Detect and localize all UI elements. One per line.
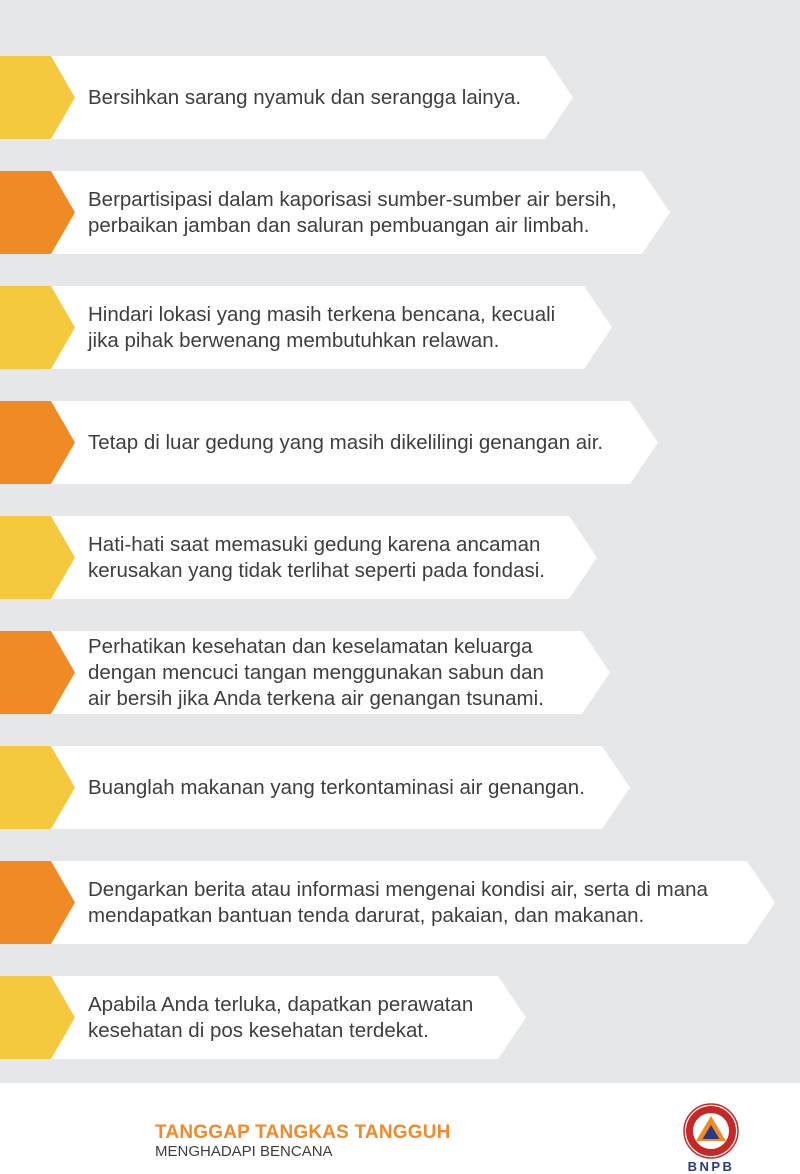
slogan-sub: MENGHADAPI BENCANA [155, 1143, 333, 1160]
step-4 [0, 401, 660, 484]
step-text: Apabila Anda terluka, dapatkan perawatan kesehatan di pos kesehatan terdekat. [88, 992, 474, 1042]
step-text: Bersihkan sarang nyamuk dan serangga lainya. [88, 85, 522, 109]
footer [0, 1083, 800, 1174]
step-1 [0, 56, 575, 139]
step-text: Tetap di luar gedung yang masih dikelilingi genangan air. [88, 430, 604, 454]
step-2 [0, 171, 672, 254]
step-text: Perhatikan kesehatan dan keselamatan keluarga dengan mencuci tangan menggunakan sabun dan air bersih jika Anda terkena air genangan tsunami. [88, 634, 544, 710]
step-9 [0, 976, 528, 1059]
step-text: Hati-hati saat memasuki gedung karena ancaman kerusakan yang tidak terlihat seperti pada fondasi. [88, 532, 545, 582]
step-text: Berpartisipasi dalam kaporisasi sumber-sumber air bersih, perbaikan jamban dan saluran pembuangan air limbah. [88, 187, 617, 237]
logo-label: BNPB [687, 1159, 735, 1174]
step-7 [0, 746, 632, 829]
step-text: Hindari lokasi yang masih terkena bencana, kecuali jika pihak berwenang membutuhkan relawan. [88, 302, 556, 352]
step-3 [0, 286, 614, 369]
step-6 [0, 631, 612, 714]
step-8 [0, 861, 777, 944]
slogan-main: TANGGAP TANGKAS TANGGUH [155, 1122, 451, 1143]
step-5 [0, 516, 599, 599]
step-text: Dengarkan berita atau informasi mengenai kondisi air, serta di mana mendapatkan bantuan tenda darurat, pakaian, dan makanan. [88, 877, 708, 927]
step-text: Buanglah makanan yang terkontaminasi air genangan. [88, 775, 585, 799]
bnpb-emblem-icon [683, 1103, 739, 1159]
